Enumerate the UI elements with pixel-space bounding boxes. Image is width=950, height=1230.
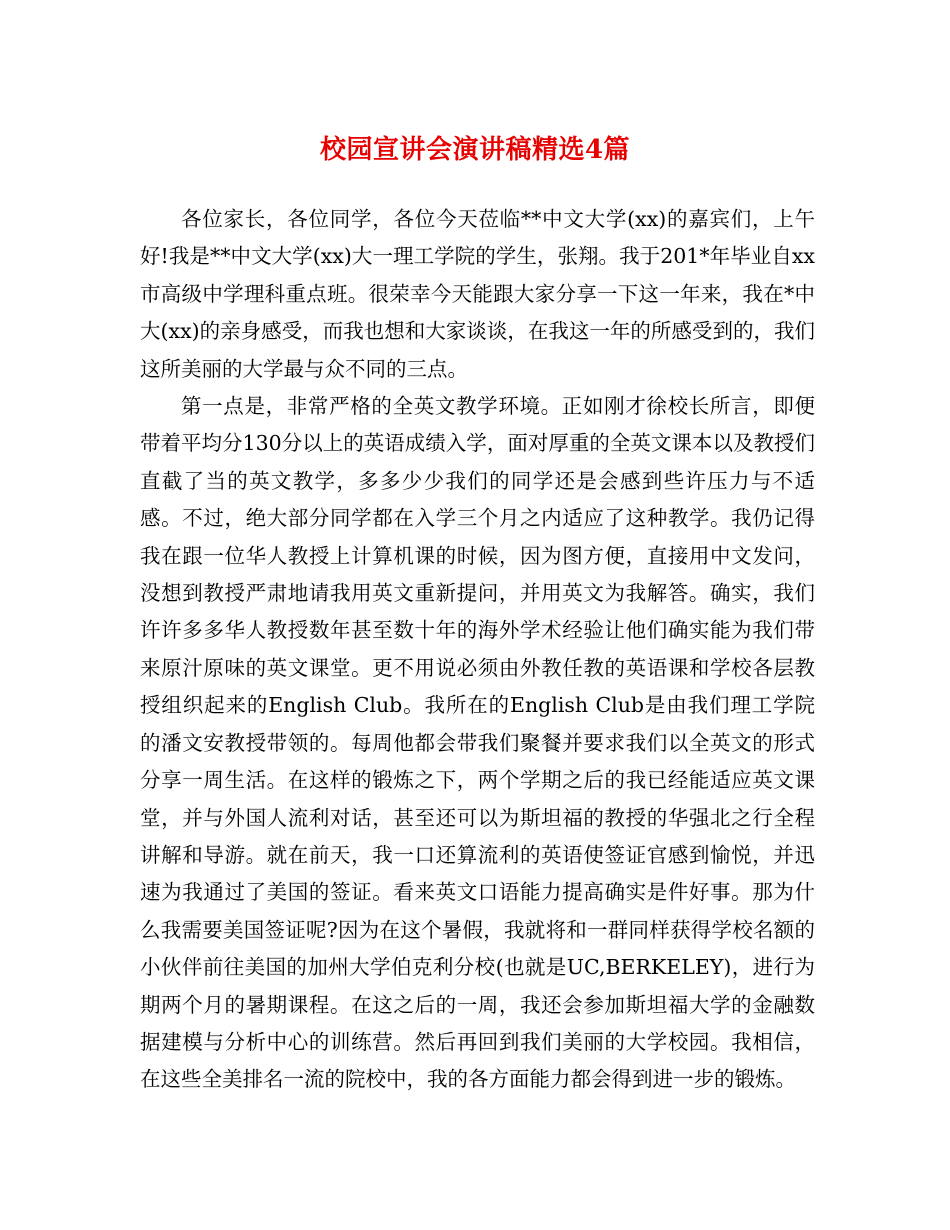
document-title: 校园宣讲会演讲稿精选4篇 [319,135,631,165]
paragraph-point-one: 第一点是，非常严格的全英文教学环境。正如刚才徐校长所言，即便带着平均分130分以上的英语成绩入学，面对厚重的全英文课本以及教授们直截了当的英文教学，多多少少我们的同学还是会感到些许压力与不适感。不过，绝大部分同学都在入学三个月之内适应了这种教学。我仍记得我在跟一位华人教授上计算机课的时候，因为图方便，直接用中文发问，没想到教授严肃地请我用英文重新提问，并用英文为我解答。确实，我们许许多多华人教授数年甚至数十年的海外学术经验让他们确实能为我们带来原汁原味的英文课堂。更不用说必须由外教任教的英语课和学校各层教授组织起来的English Club。我所在的English Club是由我们理工学院的潘文安教授带领的。每周他都会带我们聚餐并要求我们以全英文的形式分享一周生活。在这样的锻炼之下，两个学期之后的我已经能适应英文课堂，并与外国人流利对话，甚至还可以为斯坦福的教授的华强北之行全程讲解和导游。就在前天，我一口还算流利的英语使签证官感到愉悦，并迅速为我通过了美国的签证。看来英文口语能力提高确实是件好事。那为什么我需要美国签证呢?因为在这个暑假，我就将和一群同样获得学校名额的小伙伴前往美国的加州大学伯克利分校(也就是UC,BERKELEY)，进行为期两个月的暑期课程。在这之后的一周，我还会参加斯坦福大学的金融数据建模与分析中心的训练营。然后再回到我们美丽的大学校园。我相信，在这些全美排名一流的院校中，我的各方面能力都会得到进一步的锻炼。 [140,394,815,1092]
document-body [140,201,815,1099]
paragraph-intro: 各位家长，各位同学，各位今天莅临**中文大学(xx)的嘉宾们，上午好!我是**中文大学(xx)大一理工学院的学生，张翔。我于201*年毕业自xx市高级中学理科重点班。很荣幸今天能跟大家分享一下这一年来，我在*中大(xx)的亲身感受，而我也想和大家谈谈，在我这一年的所感受到的，我们这所美丽的大学最与众不同的三点。 [140,207,815,381]
